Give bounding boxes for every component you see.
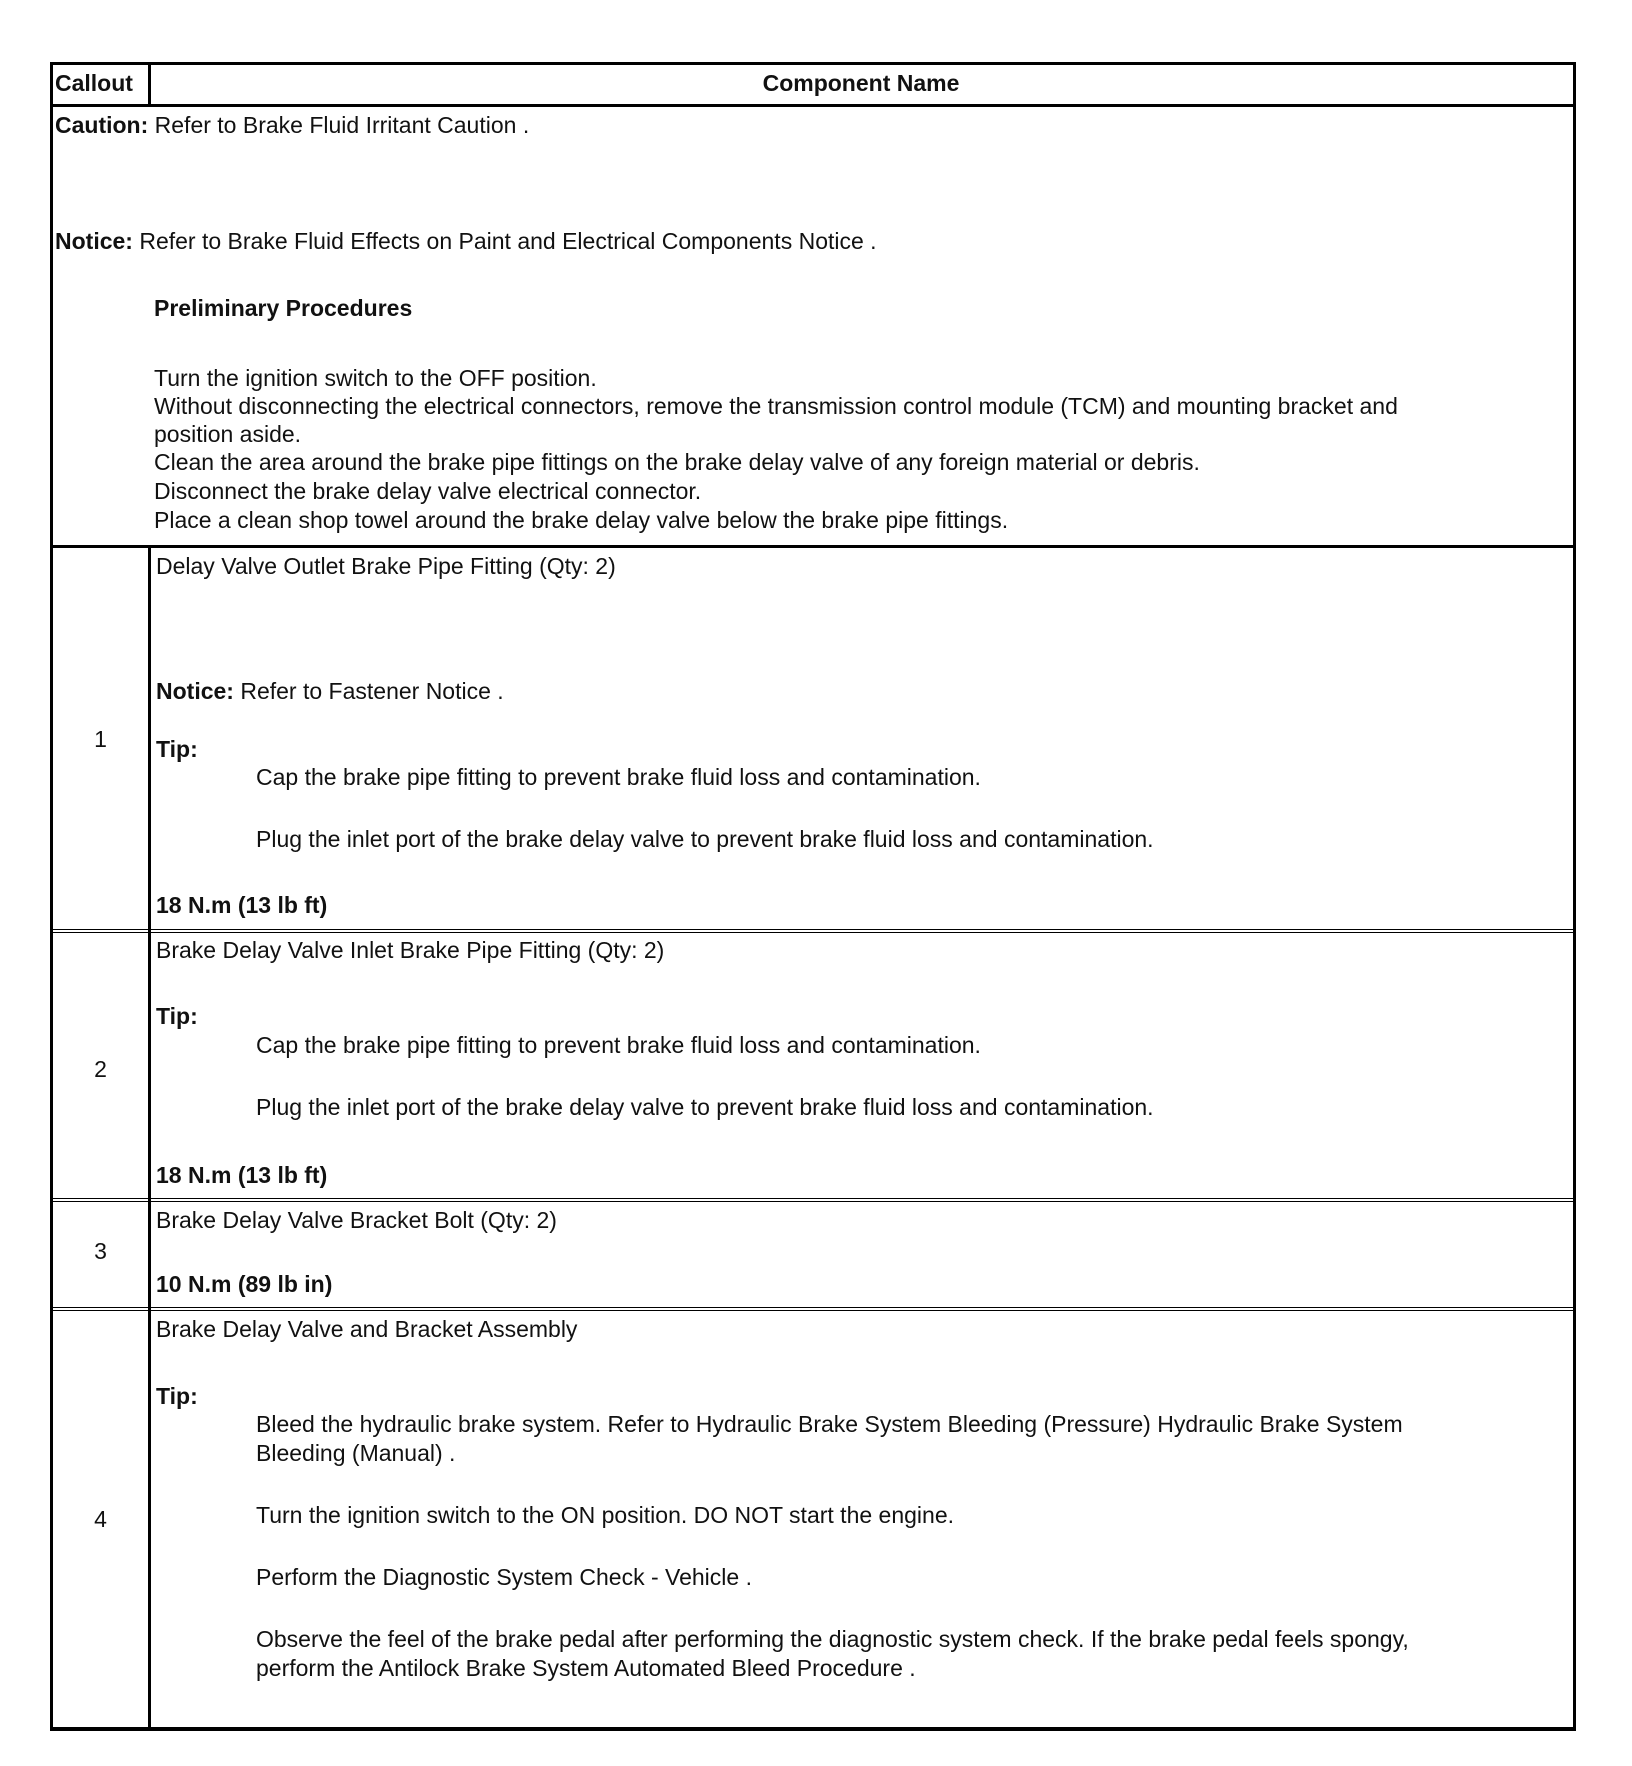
tip-text: Perform the Diagnostic System Check - Vehicle . [256,1564,752,1590]
component-name: Brake Delay Valve Bracket Bolt (Qty: 2) [156,1207,557,1233]
row-3-rule [53,1307,1573,1312]
tip-label: Tip: [156,1003,198,1029]
preface-rule [53,545,1573,548]
tip-text: Bleeding (Manual) . [256,1440,456,1466]
prelim-step: position aside. [154,421,302,447]
prelim-step: Clean the area around the brake pipe fittings on the brake delay valve of any foreign material or debris. [154,449,1200,475]
header-component-name: Component Name [762,70,960,96]
prelim-step: Turn the ignition switch to the OFF position. [154,365,597,391]
notice-label: Notice: [156,678,234,704]
torque-spec: 10 N.m (89 lb in) [156,1271,333,1297]
caution-line [55,111,529,140]
tip-text: perform the Antilock Brake System Automated Bleed Procedure . [256,1655,916,1681]
notice-text: Refer to Fastener Notice . [233,678,504,704]
tip-text: Turn the ignition switch to the ON position. DO NOT start the engine. [256,1502,954,1528]
tip-text: Bleed the hydraulic brake system. Refer to Hydraulic Brake System Bleeding (Pressure) Hydraulic Brake System [256,1411,1403,1437]
component-name: Brake Delay Valve and Bracket Assembly [156,1316,578,1342]
caution-text: Refer to Brake Fluid Irritant Caution . [148,112,530,138]
prelim-step: Place a clean shop towel around the brake delay valve below the brake pipe fittings. [154,507,1009,533]
row-1-rule [53,929,1573,934]
tip-text: Plug the inlet port of the brake delay valve to prevent brake fluid loss and contamination. [256,826,1154,852]
notice-line [156,677,504,706]
bottom-rule [53,1727,1573,1732]
callout-number: 3 [94,1238,107,1264]
header-rule [53,104,1573,107]
tip-text: Observe the feel of the brake pedal after performing the diagnostic system check. If the brake pedal feels spongy, [256,1626,1409,1652]
callout-column-rule [148,545,151,1729]
notice-line [55,227,877,256]
callout-number: 4 [94,1506,107,1532]
tip-text: Cap the brake pipe fitting to prevent brake fluid loss and contamination. [256,1032,981,1058]
caution-label: Caution: [55,112,149,138]
tip-text: Plug the inlet port of the brake delay valve to prevent brake fluid loss and contamination. [256,1094,1154,1120]
notice-text: Refer to Brake Fluid Effects on Paint and Electrical Components Notice . [132,228,877,254]
tip-label: Tip: [156,1383,198,1409]
prelim-step: Without disconnecting the electrical connectors, remove the transmission control module (TCM) and mounting bracket and [154,393,1398,419]
notice-label: Notice: [55,228,133,254]
component-name: Delay Valve Outlet Brake Pipe Fitting (Qty: 2) [156,553,616,579]
tip-text: Cap the brake pipe fitting to prevent brake fluid loss and contamination. [256,764,981,790]
component-name: Brake Delay Valve Inlet Brake Pipe Fitting (Qty: 2) [156,937,665,963]
row-2-rule [53,1198,1573,1203]
preliminary-procedures-title: Preliminary Procedures [154,295,413,321]
component-table [50,62,1576,1731]
tip-label: Tip: [156,736,198,762]
torque-spec: 18 N.m (13 lb ft) [156,892,328,918]
header-callout: Callout [55,70,133,96]
prelim-step: Disconnect the brake delay valve electrical connector. [154,478,702,504]
callout-number: 2 [94,1056,107,1082]
torque-spec: 18 N.m (13 lb ft) [156,1162,328,1188]
callout-number: 1 [94,726,107,752]
